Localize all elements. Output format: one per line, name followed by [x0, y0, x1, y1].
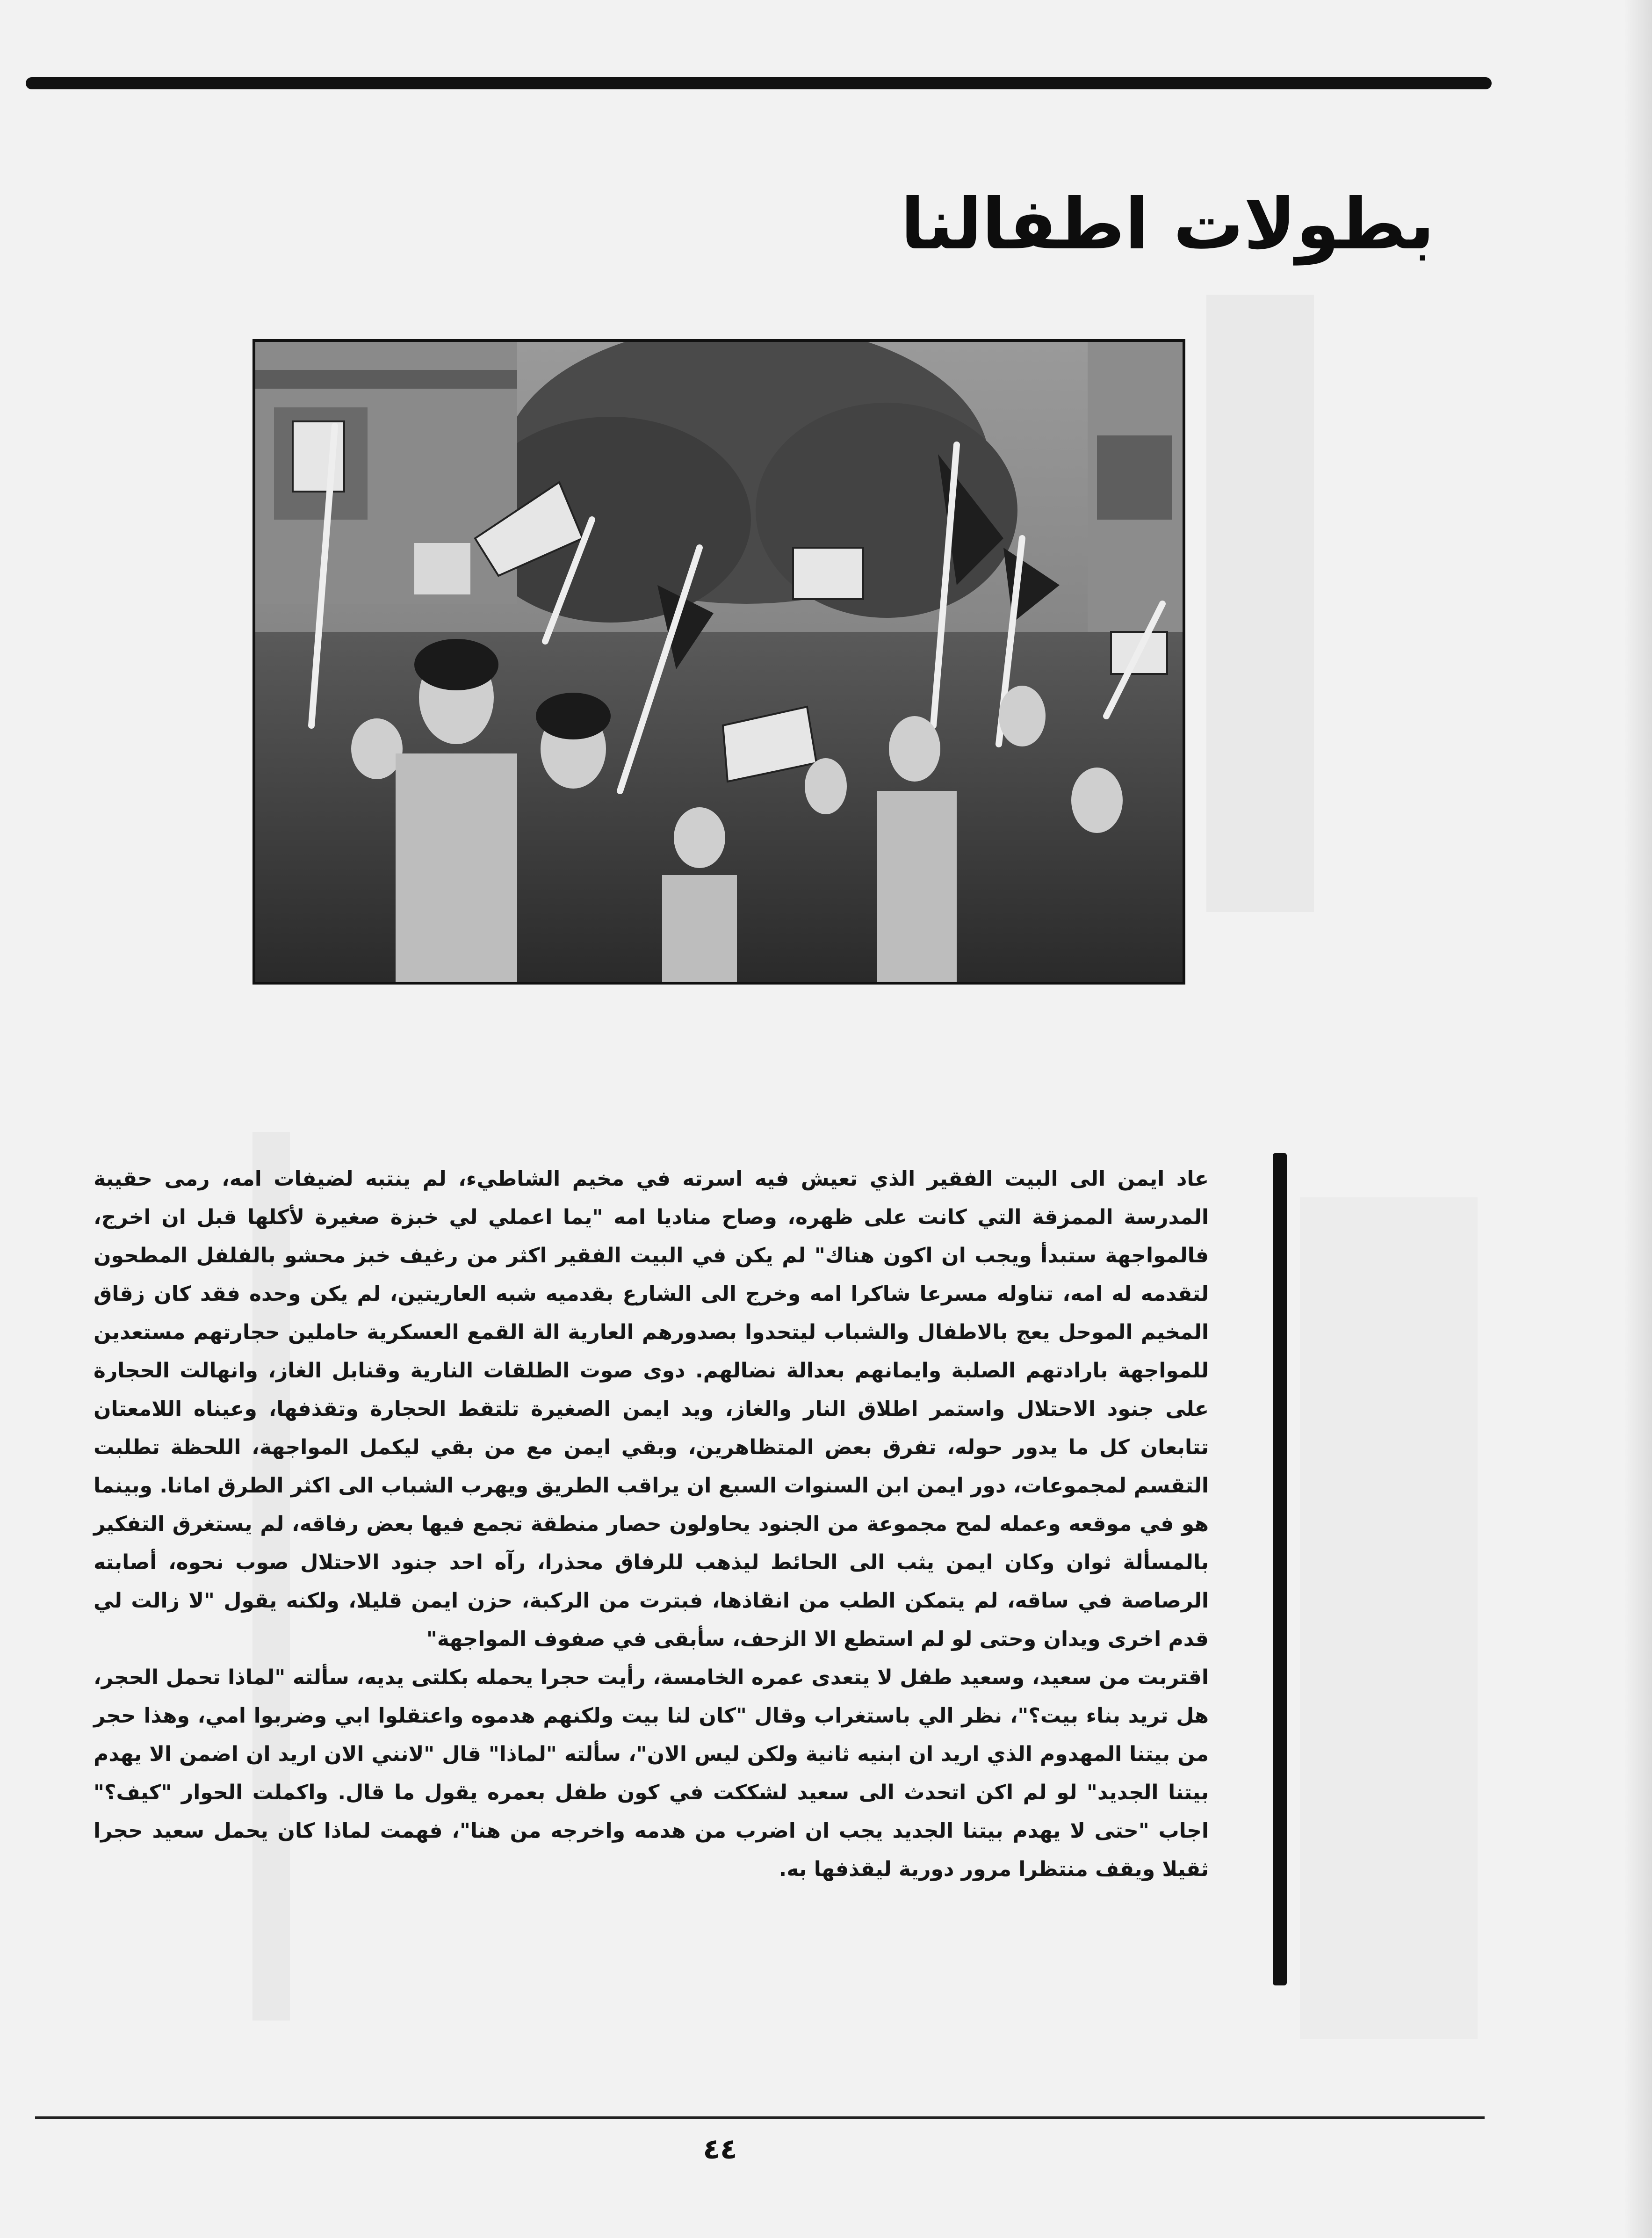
- page-number: ٤٤: [703, 2133, 737, 2166]
- side-column-bar: [1273, 1153, 1287, 1985]
- article-paragraph-1: عاد ايمن الى البيت الفقير الذي تعيش فيه اسرته في مخيم الشاطيء، لم ينتبه لضيفات امه، رمى حقيبة المدرسة الممزقة التي كانت على ظهره، وصاح مناديا امه "يما اعملي لي خبزة صغيرة لأكلها قبل ان اخرج، فالمواجهة ستبدأ ويجب ان اكون هناك" لم يكن في البيت الفقير اكثر من رغيف خبز محشو بالفلفل المطحون لتقدمه له امه، تناوله مسرعا شاكرا امه وخرج الى الشارع بقدميه شبه العاريتين، لم يكن وحده فقد كان زقاق المخيم الموحل يعج بالاطفال والشباب ليتحدوا بصدورهم العارية الة القمع العسكرية حاملين حجارتهم مستعدين للمواجهة بارادتهم الصلبة وايمانهم بعدالة نضالهم. دوى صوت الطلقات النارية وقنابل الغاز، وانهالت الحجارة على جنود الاحتلال واستمر اطلاق النار والغاز، ويد ايمن الصغيرة تلتقط الحجارة وتقذفها، وعيناه اللامعتان تتابعان كل ما يدور حوله، تفرق بعض المتظاهرين، وبقي ايمن مع من بقي ليكمل المواجهة، اللحظة تطلبت التقسم لمجموعات، دور ايمن ابن السنوات السبع ان يراقب الطريق ويهرب الشباب الى اكثر الطرق امانا. وبينما هو في موقعه وعمله لمح مجموعة من الجنود يحاولون حصار منطقة تجمع فيها بعض رفاقه، لم يستغرق التفكير بالمسألة ثوان وكان ايمن يثب الى الحائط ليذهب للرفاق محذرا، رآه احد جنود الاحتلال صوب نحوه، أصابته الرصاصة في ساقه، لم يتمكن الطب من انقاذها، فبترت من الركبة، حزن ايمن قليلا، ولكنه يقول "لا زالت لي قدم اخرى ويدان وحتى لو لم استطع الا الزحف، سأبقى في صفوف المواجهة": [94, 1167, 1209, 1651]
- article-body: [94, 1160, 1209, 1889]
- show-through-shading: [1206, 295, 1314, 912]
- show-through-shading: [1300, 1197, 1478, 2039]
- top-rule: [26, 77, 1492, 89]
- children-protest-photo: [255, 342, 1183, 982]
- article-paragraph-2: اقتربت من سعيد، وسعيد طفل لا يتعدى عمره الخامسة، رأيت حجرا يحمله بكلتى يديه، سألته "لماذا تحمل الحجر، هل تريد بناء بيت؟"، نظر الي باستغراب وقال "كان لنا بيت ولكنهم هدموه واعتقلوا ابي وضربوا امي، وهذا حجر من بيتنا المهدوم الذي اريد ان ابنيه ثانية ولكن ليس الان"، سألته "لماذا" قال "لانني الان اريد ان اضمن الا يهدم بيتنا الجديد" لو لم اكن اتحدث الى سعيد لشككت في كون طفل بعمره يقول ما قال. واكملت الحوار "كيف؟" اجاب "حتى لا يهدم بيتنا الجديد يجب ان اضرب من هدمه واخرجه من هنا"، فهمت لماذا كان يحمل سعيد حجرا ثقيلا ويقف منتظرا مرور دورية ليقذفها به.: [94, 1666, 1209, 1881]
- paper-edge-shadow: [1624, 0, 1652, 2238]
- article-title: بطولات اطفالنا: [901, 184, 1435, 265]
- bottom-rule: [35, 2116, 1485, 2119]
- article-photo: [252, 339, 1185, 985]
